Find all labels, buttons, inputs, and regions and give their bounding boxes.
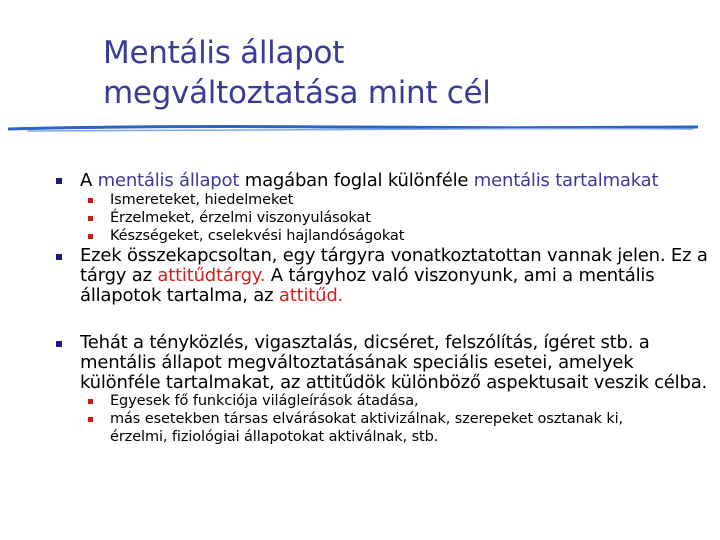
bullet-2-line-2-pre: tárgy az: [80, 265, 158, 286]
slide-title-line-1: Mentális állapot: [103, 35, 345, 71]
bullet-3-line-1: Tehát a tényközlés, vigasztalás, dicséret, felszólítás, ígéret stb. a: [80, 332, 650, 353]
bullet-3-line-2: mentális állapot megváltoztatásának speciális esetei, amelyek: [80, 352, 634, 373]
bullet-marker: [56, 341, 62, 347]
sub-bullet-marker: [88, 234, 93, 239]
bullet-3-sub-2-line-2: érzelmi, fiziológiai állapotokat aktiválnak, stb.: [110, 429, 439, 445]
bullet-1-text: [80, 171, 710, 191]
bullet-2-line-3: [80, 286, 710, 306]
sub-bullet-marker: [88, 399, 93, 404]
sub-bullet-marker: [88, 417, 93, 422]
slide-title-line-2: megváltoztatása mint cél: [103, 75, 491, 111]
bullet-1-sub-3: Készségeket, cselekvési hajlandóságokat: [110, 228, 405, 244]
bullet-marker: [56, 178, 62, 184]
bullet-1-mid: magában foglal különféle: [239, 170, 474, 191]
bullet-1-highlight-1: mentális állapot: [97, 170, 240, 191]
bullet-3-sub-2-line-1: más esetekben társas elvárásokat aktivizálnak, szerepeket osztanak ki,: [110, 411, 624, 427]
bullet-3-sub-1: Egyesek fő funkciója világleírások átadása,: [110, 393, 419, 409]
attitude-object-term: attitűdtárgy.: [157, 265, 266, 286]
attitude-term: attitűd.: [278, 285, 344, 306]
bullet-2-line-3-pre: állapotok tartalma, az: [80, 285, 279, 306]
bullet-1-pre: A: [80, 170, 98, 191]
bullet-1-highlight-2: mentális tartalmakat: [473, 170, 659, 191]
bullet-2-line-2: [80, 266, 710, 286]
bullet-3-line-3: különféle tartalmakat, az attitűdök különböző aspektusait veszik célba.: [80, 372, 708, 393]
bullet-1-sub-2: Érzelmeket, érzelmi viszonyulásokat: [110, 210, 371, 226]
bullet-2-line-1: Ezek összekapcsoltan, egy tárgyra vonatkoztatottan vannak jelen. Ez a: [80, 245, 708, 266]
bullet-1-sub-1: Ismereteket, hiedelmeket: [110, 192, 294, 208]
bullet-2-line-2-post: A tárgyhoz való viszonyunk, ami a mentális: [265, 265, 655, 286]
bullet-marker: [56, 254, 62, 260]
sub-bullet-marker: [88, 216, 93, 221]
sub-bullet-marker: [88, 198, 93, 203]
